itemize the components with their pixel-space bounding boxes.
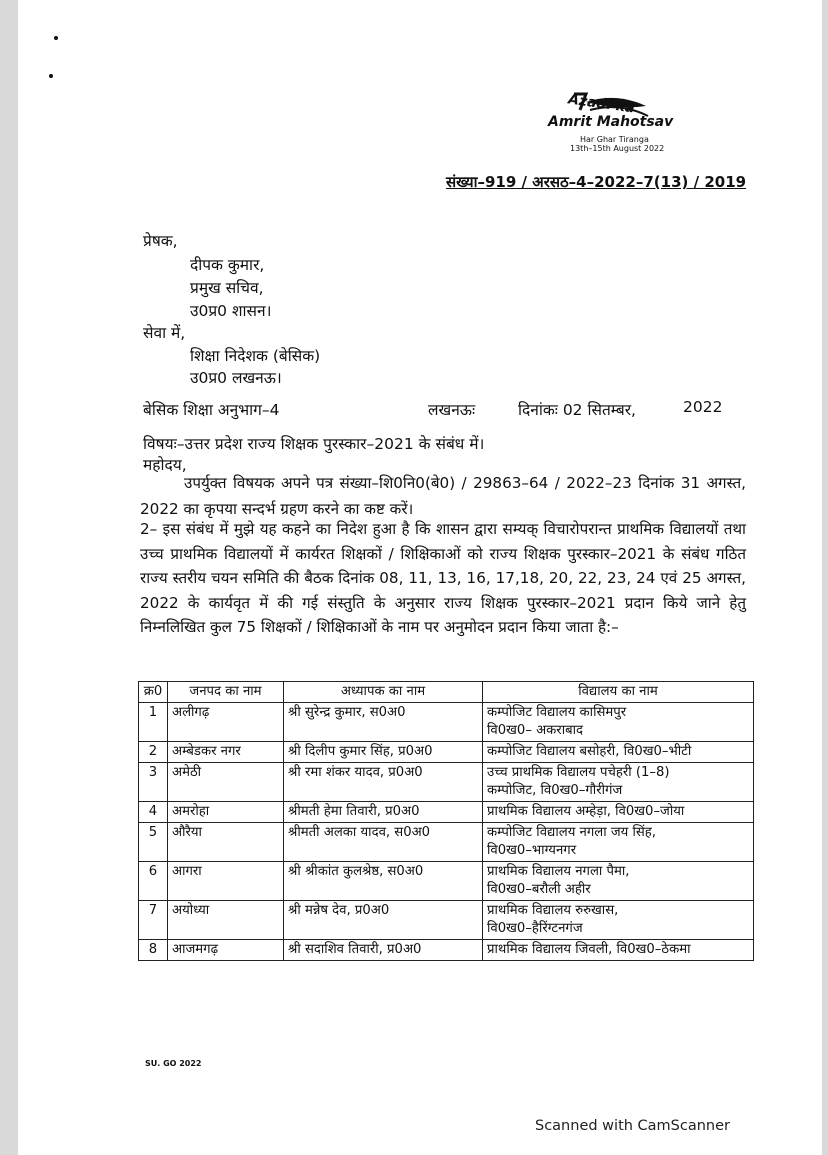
logo-line-4: 13th–15th August 2022: [570, 144, 665, 153]
reference-number: संख्या–919 / अरसठ–4–2022–7(13) / 2019: [446, 173, 747, 191]
azadi-ka-amrit-mahotsav-logo: [546, 88, 726, 158]
table-row: [139, 862, 754, 901]
cell-serial: 2: [139, 742, 168, 763]
cell-district: औरैया: [168, 823, 284, 862]
cell-teacher: श्री सदाशिव तिवारी, प्र0अ0: [284, 940, 483, 961]
cell-teacher: श्री दिलीप कुमार सिंह, प्र0अ0: [284, 742, 483, 763]
sender-designation: प्रमुख सचिव,: [190, 279, 264, 297]
cell-teacher: श्रीमती हेमा तिवारी, प्र0अ0: [284, 802, 483, 823]
cell-school: प्राथमिक विद्यालय नगला पैमा, वि0ख0–बरौली अहीर: [483, 862, 754, 901]
cell-school: प्राथमिक विद्यालय अम्हेड़ा, वि0ख0–जोया: [483, 802, 754, 823]
salutation: महोदय,: [143, 456, 187, 474]
sender-label: प्रेषक,: [143, 232, 178, 250]
paragraph-1: उपर्युक्त विषयक अपने पत्र संख्या–शि0नि0(बे0) / 29863–64 / 2022–23 दिनांक 31 अगस्त, 2022 का कृपया सन्दर्भ ग्रहण करने का कष्ट करें।: [140, 474, 746, 518]
cell-school: कम्पोजिट विद्यालय कासिमपुर वि0ख0– अकराबाद: [483, 703, 754, 742]
scan-speck: [54, 36, 58, 40]
logo-line-1: Azadi ka: [567, 91, 636, 117]
table-body: [139, 703, 754, 961]
table-row: [139, 940, 754, 961]
cell-school: कम्पोजिट विद्यालय नगला जय सिंह, वि0ख0–भाग्यनगर: [483, 823, 754, 862]
cell-teacher: श्रीमती अलका यादव, स0अ0: [284, 823, 483, 862]
cell-teacher: श्री रमा शंकर यादव, प्र0अ0: [284, 763, 483, 802]
cell-school: कम्पोजिट विद्यालय बसोहरी, वि0ख0–भीटी: [483, 742, 754, 763]
letter-year: 2022: [683, 398, 723, 416]
cell-school: उच्च प्राथमिक विद्यालय पचेहरी (1–8) कम्पोजिट, वि0ख0–गौरीगंज: [483, 763, 754, 802]
cell-school: प्राथमिक विद्यालय रुरुखास, वि0ख0–हैरिंग्टनगंज: [483, 901, 754, 940]
table-header-row: [139, 682, 754, 703]
cell-district: अलीगढ़: [168, 703, 284, 742]
paragraph-2: 2– इस संबंध में मुझे यह कहने का निदेश हुआ है कि शासन द्वारा सम्यक् विचारोपरान्त प्राथमिक विद्यालयों तथा उच्च प्राथमिक विद्यालयों में कार्यरत शिक्षकों / शिक्षिकाओं को राज्य शिक्षक पुरस्कार–2021 के संबंध गठित राज्य स्तरीय चयन समिति की बैठक दिनांक 08, 11, 13, 16, 17,18, 20, 22, 23, 24 एवं 25 अगस्त, 2022 के कार्यवृत में की गई संस्तुति के अनुसार राज्य शिक्षक पुरस्कार–2021 प्रदान किये जाने हेतु निम्नलिखित कुल 75 शिक्षकों / शिक्षिकाओं के नाम पर अनुमोदन प्रदान किया जाता है:–: [140, 520, 746, 636]
teachers-table: [138, 681, 754, 961]
cell-serial: 7: [139, 901, 168, 940]
table-row: [139, 901, 754, 940]
cell-school: प्राथमिक विद्यालय जिवली, वि0ख0–ठेकमा: [483, 940, 754, 961]
camscanner-watermark: Scanned with CamScanner: [535, 1118, 731, 1134]
col-header-serial: क्र0: [139, 682, 168, 703]
table-row: [139, 742, 754, 763]
col-header-district: जनपद का नाम: [168, 682, 284, 703]
footer-code: SU. GO 2022: [145, 1059, 202, 1068]
table-row: [139, 763, 754, 802]
cell-district: अमरोहा: [168, 802, 284, 823]
cell-district: अम्बेडकर नगर: [168, 742, 284, 763]
scan-speck: [49, 74, 53, 78]
col-header-teacher: अध्यापक का नाम: [284, 682, 483, 703]
col-header-school: विद्यालय का नाम: [483, 682, 754, 703]
cell-serial: 1: [139, 703, 168, 742]
cell-serial: 3: [139, 763, 168, 802]
recipient-place: उ0प्र0 लखनऊ।: [190, 369, 282, 387]
cell-teacher: श्री मन्नेष देव, प्र0अ0: [284, 901, 483, 940]
cell-serial: 5: [139, 823, 168, 862]
sender-office: उ0प्र0 शासन।: [190, 302, 272, 320]
recipient-name: शिक्षा निदेशक (बेसिक): [190, 347, 321, 365]
table-row: [139, 823, 754, 862]
cell-teacher: श्री सुरेन्द्र कुमार, स0अ0: [284, 703, 483, 742]
letter-date: दिनांकः 02 सितम्बर,: [518, 401, 636, 419]
logo-line-3: Har Ghar Tiranga: [580, 135, 649, 144]
cell-serial: 8: [139, 940, 168, 961]
section-name: बेसिक शिक्षा अनुभाग–4: [143, 401, 280, 419]
logo-line-2: Amrit Mahotsav: [548, 114, 674, 130]
cell-district: अयोध्या: [168, 901, 284, 940]
cell-district: आगरा: [168, 862, 284, 901]
cell-district: आजमगढ़: [168, 940, 284, 961]
table-row: [139, 802, 754, 823]
letter-place: लखनऊः: [428, 401, 476, 419]
cell-teacher: श्री श्रीकांत कुलश्रेष्ठ, स0अ0: [284, 862, 483, 901]
sender-name: दीपक कुमार,: [190, 256, 265, 274]
subject-line: विषयः–उत्तर प्रदेश राज्य शिक्षक पुरस्कार–2021 के संबंध में।: [143, 435, 485, 453]
cell-district: अमेठी: [168, 763, 284, 802]
table-row: [139, 703, 754, 742]
cell-serial: 4: [139, 802, 168, 823]
letter-page: [18, 0, 822, 1155]
recipient-label: सेवा में,: [143, 324, 186, 342]
cell-serial: 6: [139, 862, 168, 901]
